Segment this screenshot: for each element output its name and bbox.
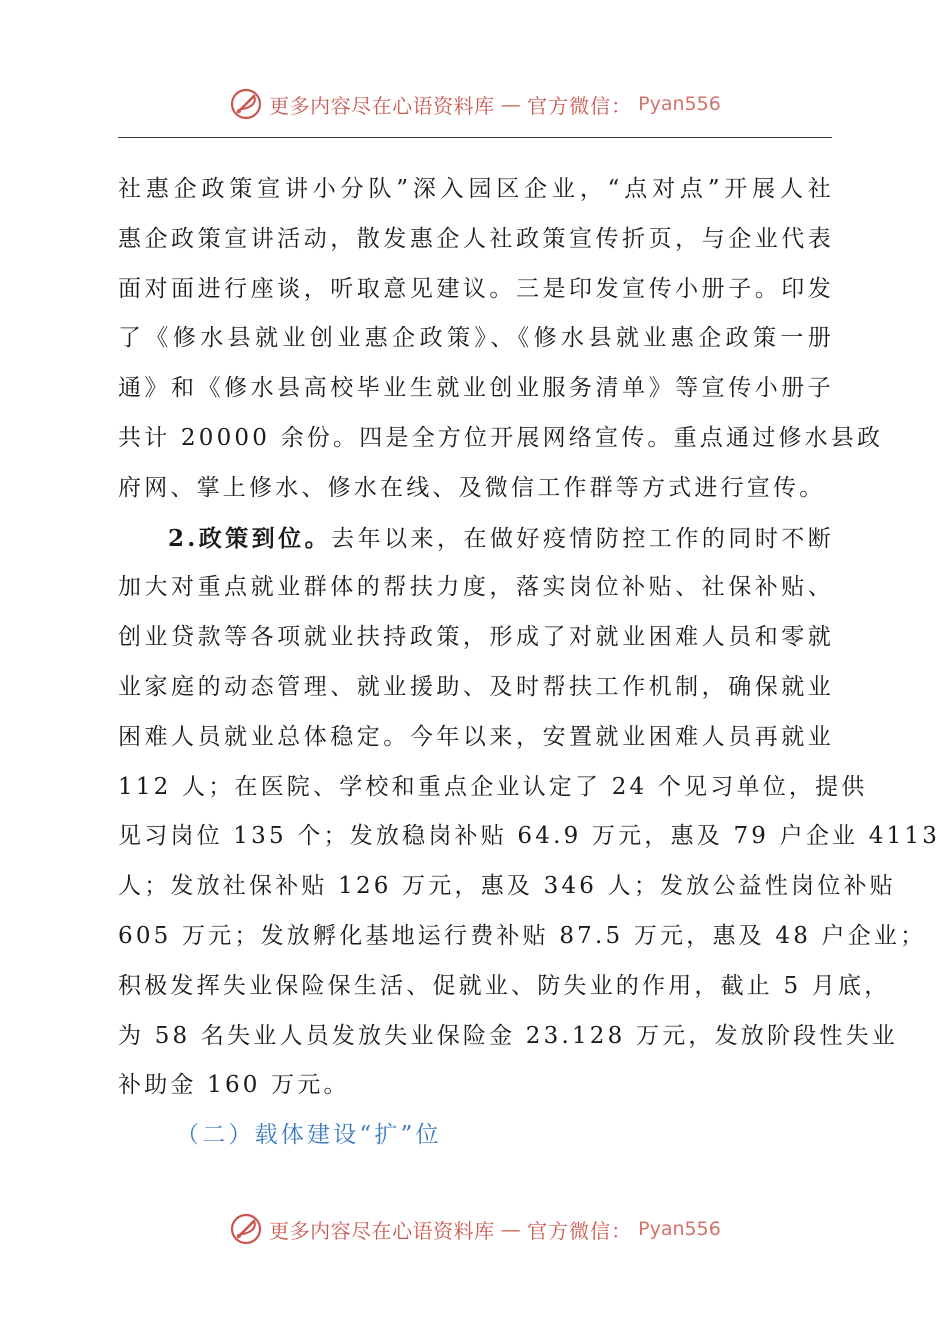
body-line: 见习岗位 135 个；发放稳岗补贴 64.9 万元，惠及 79 户企业 4113 (118, 823, 941, 850)
footer-dash: — (500, 1217, 522, 1241)
header-brand: 更多内容尽在心语资料库 (269, 93, 495, 118)
body-line: 605 万元；发放孵化基地运行费补贴 87.5 万元，惠及 48 户企业； (118, 922, 927, 949)
body-line: 业家庭的动态管理、就业援助、及时帮扶工作机制，确保就业 (118, 673, 834, 700)
body-line: 补助金 160 万元。 (118, 1072, 350, 1099)
header-dash: — (500, 92, 522, 116)
header-wechat-id: Pyan556 (638, 93, 721, 115)
quill-logo-icon (229, 87, 263, 121)
body-line: 共计 20000 余份。四是全方位开展网络宣传。重点通过修水县政 (118, 424, 884, 451)
body-line: 通》和《修水县高校毕业生就业创业服务清单》等宣传小册子 (118, 375, 834, 402)
footer-wechat-id: Pyan556 (638, 1218, 721, 1240)
body-line: 面对面进行座谈，听取意见建议。三是印发宣传小册子。印发 (118, 275, 834, 302)
header-divider (118, 137, 832, 138)
body-line: 府网、掌上修水、修水在线、及微信工作群等方式进行宣传。 (118, 474, 826, 501)
body-line: 为 58 名失业人员发放失业保险金 23.128 万元，发放阶段性失业 (118, 1022, 898, 1049)
body-line: 困难人员就业总体稳定。今年以来，安置就业困难人员再就业 (118, 723, 834, 750)
body-line: 加大对重点就业群体的帮扶力度，落实岗位补贴、社保补贴、 (118, 574, 834, 601)
footer-brand: 更多内容尽在心语资料库 (269, 1218, 495, 1243)
body-line: 创业贷款等各项就业扶持政策，形成了对就业困难人员和零就 (118, 624, 834, 651)
body-line: 112 人；在医院、学校和重点企业认定了 24 个见习单位，提供 (118, 773, 868, 800)
paragraph-heading: 2.政策到位。 (168, 524, 332, 552)
section-subheading: （二）载体建设“扩”位 (176, 1122, 442, 1149)
body-line: 惠企政策宣讲活动，散发惠企人社政策宣传折页，与企业代表 (118, 225, 834, 252)
page-footer (0, 1209, 950, 1249)
body-line: 社惠企政策宣讲小分队”深入园区企业，“点对点”开展人社 (118, 176, 834, 202)
body-line: 人；发放社保补贴 126 万元，惠及 346 人；发放公益性岗位补贴 (118, 873, 896, 900)
body-line: 积极发挥失业保险保生活、促就业、防失业的作用，截止 5 月底， (118, 972, 891, 999)
paragraph-2-lead: 去年以来，在做好疫情防控工作的同时不断 (331, 525, 834, 552)
document-body (118, 165, 941, 1161)
paragraph-2-first-line (118, 514, 834, 564)
page-header (0, 84, 950, 124)
footer-wechat-label: 官方微信： (527, 1218, 633, 1243)
quill-logo-icon (229, 1212, 263, 1246)
header-wechat-label: 官方微信： (527, 93, 633, 118)
body-line: 了《修水县就业创业惠企政策》、《修水县就业惠企政策一册 (118, 325, 834, 352)
